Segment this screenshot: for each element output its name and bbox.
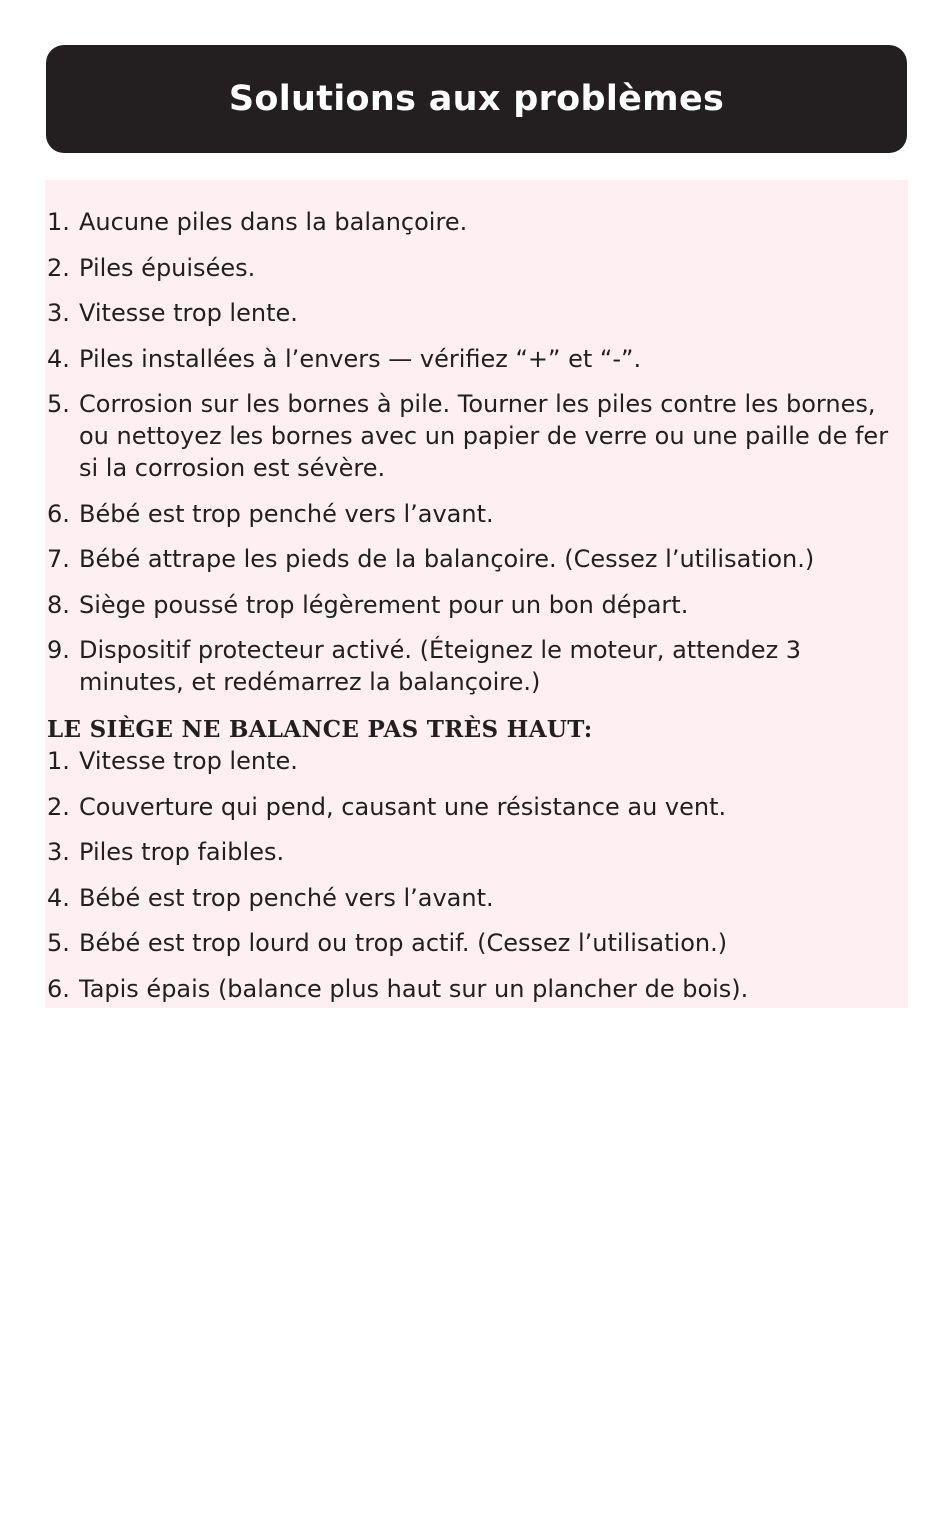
section-heading: LE SIÈGE NE BALANCE PAS TRÈS HAUT: bbox=[47, 716, 593, 743]
page-title: Solutions aux problèmes bbox=[228, 79, 725, 119]
list-item bbox=[47, 543, 907, 575]
list-item bbox=[47, 388, 907, 484]
list-item bbox=[47, 498, 907, 530]
problem-list-1 bbox=[47, 206, 907, 712]
item-number: 8. bbox=[47, 590, 70, 619]
item-text: Bébé est trop penché vers l’avant. bbox=[79, 883, 494, 912]
problem-list-2 bbox=[47, 745, 907, 1018]
list-item bbox=[47, 297, 907, 329]
list-item bbox=[47, 745, 907, 777]
item-number: 4. bbox=[47, 344, 70, 373]
item-text: Siège poussé trop légèrement pour un bon départ. bbox=[79, 590, 689, 619]
item-text: Vitesse trop lente. bbox=[79, 747, 298, 775]
item-text: Dispositif protecteur activé. (Éteignez le moteur, attendez 3 minutes, et redémarrez la balançoire.) bbox=[79, 636, 802, 696]
item-number: 7. bbox=[47, 545, 70, 573]
item-text: Aucune piles dans la balançoire. bbox=[79, 208, 468, 236]
list-item bbox=[47, 836, 907, 868]
list-item bbox=[47, 252, 907, 284]
item-number: 1. bbox=[47, 747, 70, 775]
list-item bbox=[47, 791, 907, 823]
item-number: 4. bbox=[47, 883, 70, 912]
item-number: 2. bbox=[47, 792, 70, 821]
item-text: Bébé est trop lourd ou trop actif. (Cessez l’utilisation.) bbox=[79, 929, 728, 957]
item-text: Corrosion sur les bornes à pile. Tourner les piles contre les bornes, ou nettoyez les bornes avec un papier de verre ou une paille de fer si la corrosion est sévère. bbox=[79, 390, 889, 482]
item-number: 5. bbox=[47, 390, 70, 418]
item-text: Vitesse trop lente. bbox=[79, 299, 298, 327]
item-number: 3. bbox=[47, 838, 70, 866]
header-bar bbox=[46, 45, 907, 153]
list-item bbox=[47, 206, 907, 238]
list-item bbox=[47, 927, 907, 959]
item-number: 6. bbox=[47, 974, 70, 1003]
item-number: 9. bbox=[47, 636, 70, 664]
item-number: 1. bbox=[47, 208, 70, 236]
item-number: 2. bbox=[47, 253, 70, 282]
list-item bbox=[47, 343, 907, 375]
item-text: Piles installées à l’envers — vérifiez “+” et “-”. bbox=[79, 344, 642, 373]
item-text: Couverture qui pend, causant une résistance au vent. bbox=[79, 792, 727, 821]
list-item bbox=[47, 634, 907, 698]
item-text: Piles trop faibles. bbox=[79, 838, 285, 866]
item-number: 5. bbox=[47, 929, 70, 957]
item-number: 6. bbox=[47, 499, 70, 528]
list-item bbox=[47, 973, 907, 1005]
list-item bbox=[47, 882, 907, 914]
item-text: Piles épuisées. bbox=[79, 253, 256, 282]
list-item bbox=[47, 589, 907, 621]
item-text: Bébé est trop penché vers l’avant. bbox=[79, 499, 494, 528]
item-text: Tapis épais (balance plus haut sur un plancher de bois). bbox=[79, 974, 749, 1003]
item-text: Bébé attrape les pieds de la balançoire. (Cessez l’utilisation.) bbox=[79, 545, 815, 573]
item-number: 3. bbox=[47, 299, 70, 327]
